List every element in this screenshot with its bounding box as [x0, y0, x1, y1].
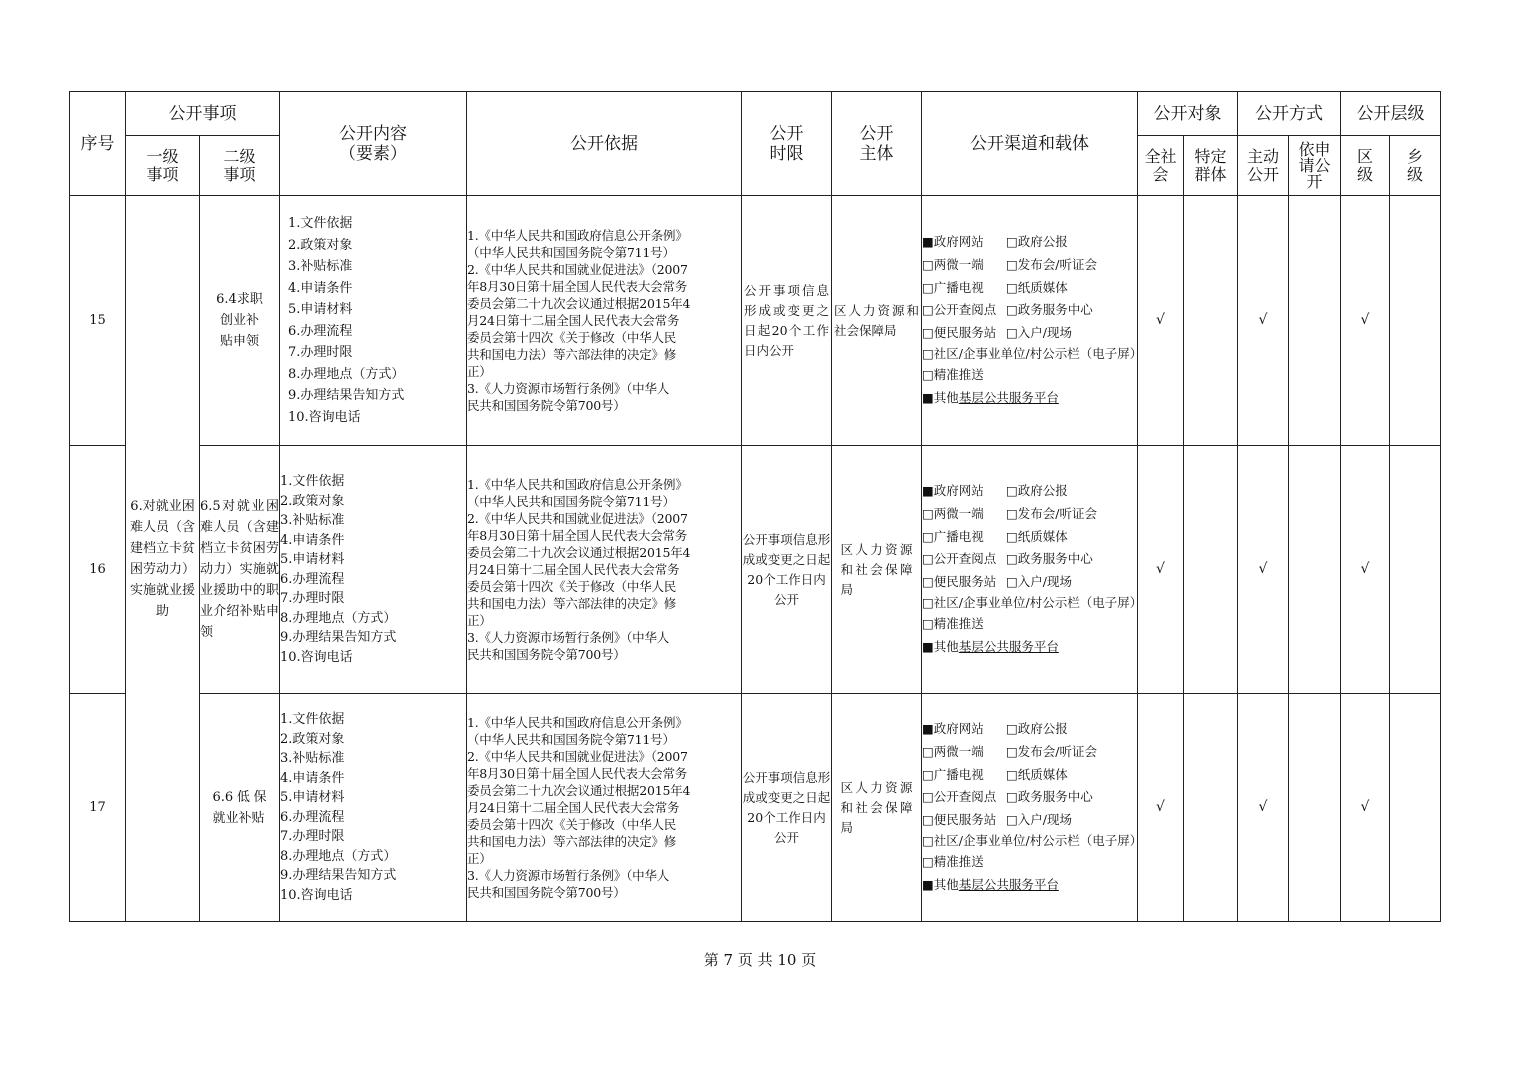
channel-reading: □公开查阅点: [922, 551, 997, 567]
row-seq: 17: [70, 694, 126, 922]
content-list: [280, 446, 467, 694]
list-item: 2.政策对象: [280, 731, 345, 747]
header-level1: 一级事项: [126, 136, 200, 196]
check-object-specific: [1184, 446, 1238, 694]
header-seq: 序号: [70, 92, 126, 196]
check-level-town: [1390, 694, 1441, 922]
level1-item: 6.对就业困难人员（含建档立卡贫困劳动力）实施就业援助: [126, 196, 200, 922]
channel-paper: □纸质媒体: [1006, 279, 1068, 295]
channel-wechat: □两微一端: [922, 744, 984, 760]
time-limit: 公开事项信息形成或变更之日起20个工作日内公开: [742, 694, 832, 922]
channel-other: ■其他: [922, 389, 959, 405]
channel-service-center: □政务服务中心: [1006, 551, 1093, 567]
channel-other-link: 基层公共服务平台: [958, 638, 1059, 654]
channel-reading: □公开查阅点: [922, 789, 997, 805]
basis-text: 1.《中华人民共和国政府信息公开条例》 （中华人民共和国国务院令第711号） 2.《中华人民共和国就业促进法》（2007 年8月30日第十届全国人民代表大会常务 委员会第二十九次会议通过根据2015年4 月24日第十二届全国人民代表大会常务 委员会第十四次《关于修改（中华人民 共和国电力法）等六部法律的决定》修 正） 3.《人力资源市场暂行条例》（中华人 民共和国国务院令第700号）: [467, 446, 742, 694]
header-method: 公开方式: [1238, 92, 1341, 136]
list-item: 5.申请材料: [288, 302, 353, 317]
channel-service-station: □便民服务站: [922, 324, 997, 340]
disclosure-table: [69, 91, 1441, 922]
header-channel: 公开渠道和载体: [922, 92, 1138, 196]
list-item: 9.办理结果告知方式: [280, 868, 397, 883]
channel-press: □发布会/听证会: [1006, 506, 1098, 522]
list-item: 4.申请条件: [280, 770, 345, 786]
channel-radio: □广播电视: [922, 766, 984, 782]
list-item: 5.申请材料: [280, 790, 345, 805]
header-level-district: 区级: [1341, 136, 1390, 196]
list-item: 3.补贴标准: [280, 513, 345, 528]
basis-text: 1.《中华人民共和国政府信息公开条例》 （中华人民共和国国务院令第711号） 2.《中华人民共和国就业促进法》（2007 年8月30日第十届全国人民代表大会常务 委员会第二十九次会议通过根据2015年4 月24日第十二届全国人民代表大会常务 委员会第十四次《关于修改（中华人民 共和国电力法）等六部法律的决定》修 正） 3.《人力资源市场暂行条例》（中华人 民共和国国务院令第700号）: [467, 196, 742, 446]
channel-website: ■政府网站: [922, 234, 984, 250]
table-row: [70, 694, 1441, 922]
channel-board: □社区/企事业单位/村公示栏（电子屏）: [922, 595, 1143, 611]
channel-door: □入户/现场: [1006, 811, 1073, 827]
header-items: 公开事项: [126, 92, 280, 136]
header-basis: 公开依据: [467, 92, 742, 196]
check-object-all: √: [1138, 196, 1184, 446]
list-item: 6.办理流程: [280, 809, 345, 825]
check-object-specific: [1184, 196, 1238, 446]
content-list: [280, 196, 467, 446]
channel-website: ■政府网站: [922, 483, 984, 499]
check-level-district: √: [1341, 446, 1390, 694]
basis-text: 1.《中华人民共和国政府信息公开条例》 （中华人民共和国国务院令第711号） 2.《中华人民共和国就业促进法》（2007 年8月30日第十届全国人民代表大会常务 委员会第二十九次会议通过根据2015年4 月24日第十二届全国人民代表大会常务 委员会第十四次《关于修改（中华人民 共和国电力法）等六部法律的决定》修 正） 3.《人力资源市场暂行条例》（中华人 民共和国国务院令第700号）: [467, 694, 742, 922]
list-item: 3.补贴标准: [280, 751, 345, 766]
list-item: 2.政策对象: [288, 237, 353, 253]
channel-paper: □纸质媒体: [1006, 528, 1068, 544]
channel-service-station: □便民服务站: [922, 573, 997, 589]
list-item: 7.办理时限: [280, 591, 345, 606]
check-object-all: √: [1138, 446, 1184, 694]
table-row: [70, 196, 1441, 446]
list-item: 4.申请条件: [280, 532, 345, 548]
subject: 区人力资源和社会保障局: [832, 694, 922, 922]
check-object-all: √: [1138, 694, 1184, 922]
channel-gazette: □政府公报: [1006, 483, 1068, 499]
level2-item: 6.6低保就业补贴: [200, 694, 280, 922]
list-item: 9.办理结果告知方式: [280, 630, 397, 645]
list-item: 10.咨询电话: [280, 887, 353, 903]
header-object-specific: 特定群体: [1184, 136, 1238, 196]
check-level-district: √: [1341, 694, 1390, 922]
check-level-district: √: [1341, 196, 1390, 446]
header-object: 公开对象: [1138, 92, 1238, 136]
check-method-apply: [1289, 196, 1341, 446]
check-method-apply: [1289, 446, 1341, 694]
channel-list: [922, 196, 1143, 446]
channel-wechat: □两微一端: [922, 257, 984, 273]
header-content: 公开内容（要素）: [280, 92, 467, 196]
header-time-limit: 公开时限: [742, 92, 832, 196]
list-item: 10.咨询电话: [288, 409, 361, 425]
channel-gazette: □政府公报: [1006, 234, 1068, 250]
content-list: [280, 694, 467, 922]
subject: 区人力资源和社会保障局: [832, 196, 922, 446]
list-item: 8.办理地点（方式）: [288, 366, 405, 382]
header-level: 公开层级: [1341, 92, 1441, 136]
check-method-active: √: [1238, 694, 1289, 922]
check-object-specific: [1184, 694, 1238, 922]
check-method-apply: [1289, 694, 1341, 922]
list-item: 8.办理地点（方式）: [280, 848, 397, 864]
list-item: 1.文件依据: [288, 216, 353, 231]
page-footer: 第 7 页 共 10 页: [703, 951, 817, 969]
channel-radio: □广播电视: [922, 279, 984, 295]
header-object-all: 全社会: [1138, 136, 1184, 196]
channel-door: □入户/现场: [1006, 573, 1073, 589]
channel-push: □精准推送: [922, 367, 984, 383]
header-method-active: 主动公开: [1238, 136, 1289, 196]
channel-door: □入户/现场: [1006, 324, 1073, 340]
time-limit: 公开事项信息形成或变更之日起20个工作日内公开: [742, 446, 832, 694]
header-method-apply: 依申请公开: [1289, 136, 1341, 196]
channel-list: [922, 446, 1143, 694]
list-item: 4.申请条件: [288, 280, 353, 296]
channel-service-center: □政务服务中心: [1006, 789, 1093, 805]
channel-press: □发布会/听证会: [1006, 744, 1098, 760]
list-item: 5.申请材料: [280, 552, 345, 567]
list-item: 6.办理流程: [288, 323, 353, 339]
channel-other-link: 基层公共服务平台: [958, 389, 1059, 405]
row-seq: 15: [70, 196, 126, 446]
header-level2: 二级事项: [200, 136, 280, 196]
list-item: 10.咨询电话: [280, 649, 353, 665]
subject: 区人力资源和社会保障局: [832, 446, 922, 694]
list-item: 7.办理时限: [280, 829, 345, 844]
level2-item: 6.5对就业困难人员（含建档立卡贫困劳动力）实施就业援助中的职业介绍补贴申领: [200, 446, 280, 694]
row-seq: 16: [70, 446, 126, 694]
list-item: 9.办理结果告知方式: [288, 388, 405, 403]
channel-service-center: □政务服务中心: [1006, 302, 1093, 318]
header-subject: 公开主体: [832, 92, 922, 196]
list-item: 2.政策对象: [280, 493, 345, 509]
channel-wechat: □两微一端: [922, 506, 984, 522]
level2-item: 6.4求职创业补贴申领: [200, 196, 280, 446]
list-item: 6.办理流程: [280, 571, 345, 587]
list-item: 8.办理地点（方式）: [280, 610, 397, 626]
channel-website: ■政府网站: [922, 721, 984, 737]
channel-push: □精准推送: [922, 854, 984, 870]
check-method-active: √: [1238, 446, 1289, 694]
channel-push: □精准推送: [922, 616, 984, 632]
list-item: 3.补贴标准: [288, 259, 353, 274]
channel-paper: □纸质媒体: [1006, 766, 1068, 782]
list-item: 1.文件依据: [280, 474, 345, 489]
channel-board: □社区/企事业单位/村公示栏（电子屏）: [922, 346, 1143, 362]
channel-reading: □公开查阅点: [922, 302, 997, 318]
check-method-active: √: [1238, 196, 1289, 446]
check-level-town: [1390, 196, 1441, 446]
channel-other: ■其他: [922, 876, 959, 892]
channel-other: ■其他: [922, 638, 959, 654]
check-level-town: [1390, 446, 1441, 694]
table-row: [70, 446, 1441, 694]
list-item: 1.文件依据: [280, 712, 345, 727]
channel-gazette: □政府公报: [1006, 721, 1068, 737]
list-item: 7.办理时限: [288, 345, 353, 360]
header-level-town: 乡级: [1390, 136, 1441, 196]
time-limit: 公开事项信息形成或变更之日起20个工作日内公开: [742, 196, 832, 446]
channel-service-station: □便民服务站: [922, 811, 997, 827]
channel-radio: □广播电视: [922, 528, 984, 544]
channel-other-link: 基层公共服务平台: [958, 876, 1059, 892]
channel-board: □社区/企事业单位/村公示栏（电子屏）: [922, 833, 1143, 849]
channel-press: □发布会/听证会: [1006, 257, 1098, 273]
channel-list: [922, 694, 1143, 922]
